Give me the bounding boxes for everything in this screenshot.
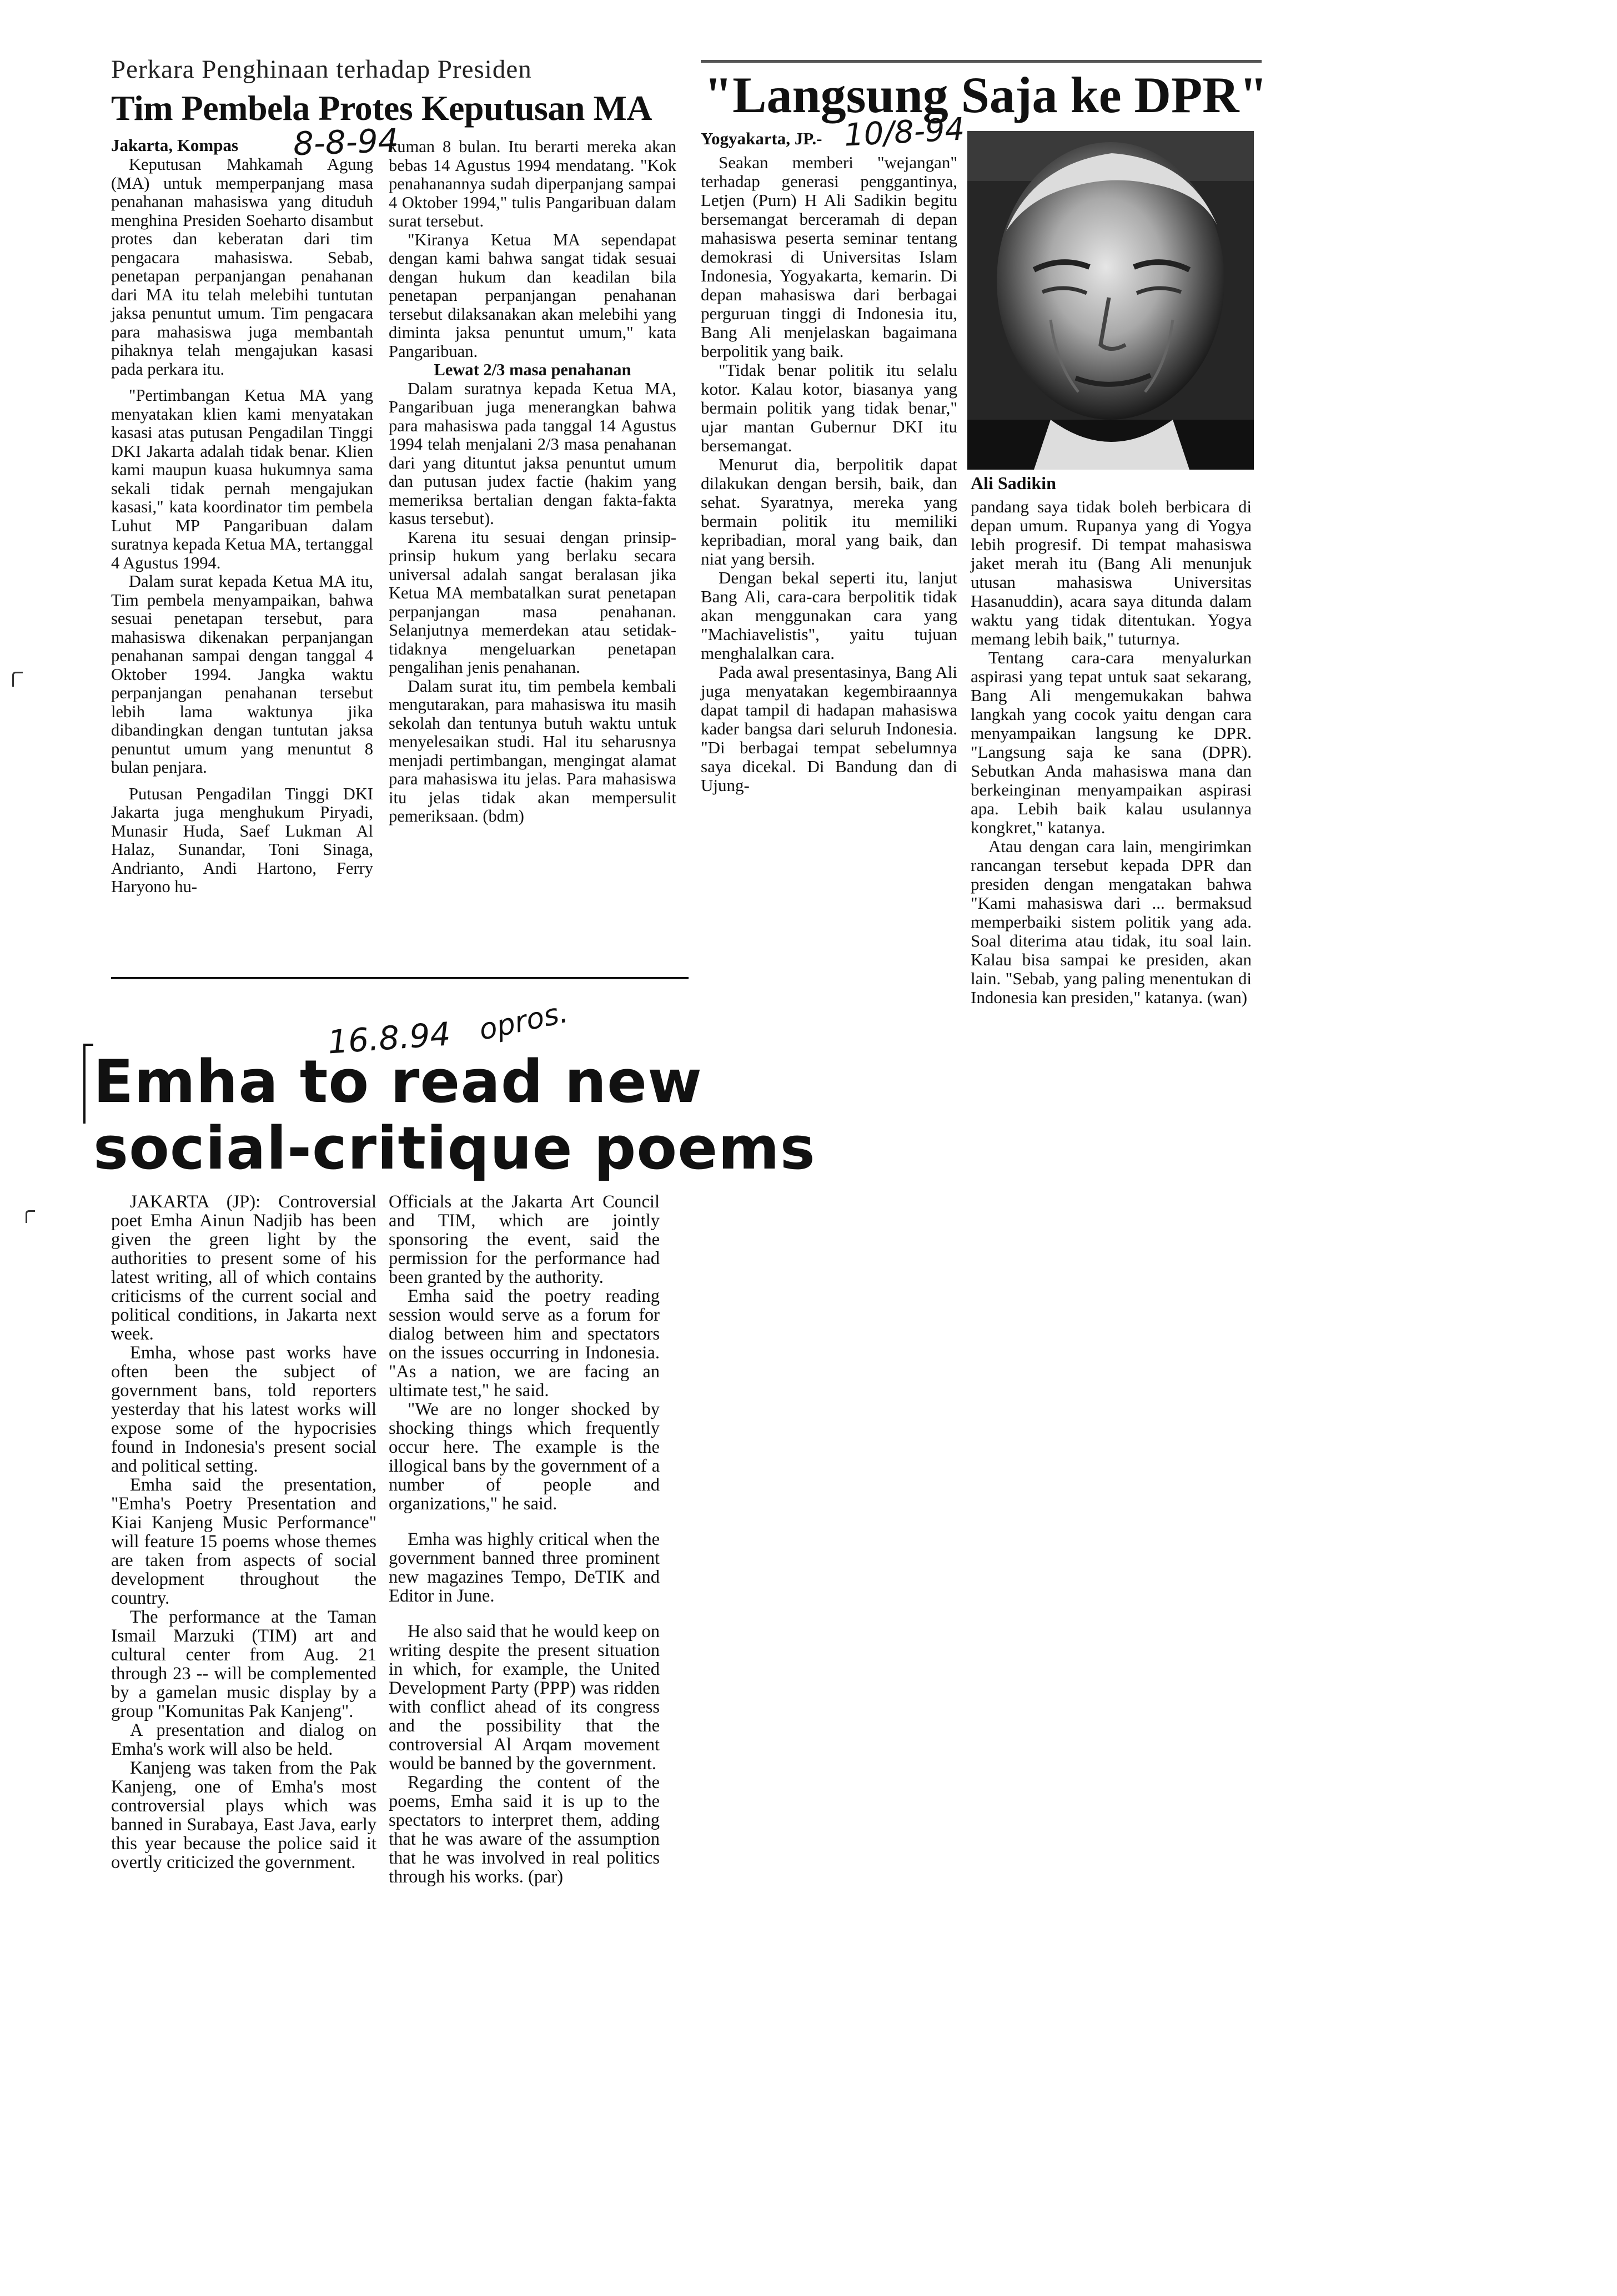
article2-paragraph: pandang saya tidak boleh berbicara di depan umum. Rupanya yang di Yogya lebih progresif. Di tempat mahasiswa jaket merah itu (Bang Ali menunjuk utusan mahasiswa Universitas Hasanuddin), acara saya ditunda dalam waktu yang tidak ditentukan. Yogya memang lebih baik," tuturnya.: [971, 497, 1252, 648]
article3-bracket-mark: [83, 1044, 93, 1124]
article1-dateline: Jakarta, Kompas: [111, 135, 239, 155]
article1-handwritten-date: 8-8-94: [292, 121, 399, 163]
portrait-image: [967, 131, 1254, 470]
article3-paragraph: Officials at the Jakarta Art Council and TIM, which are jointly sponsoring the event, said the permission for the performance had been granted by the authority.: [389, 1192, 660, 1287]
article2-handwritten-date: 10/8-94: [843, 111, 966, 154]
article1-paragraph: Dalam surat kepada Ketua MA itu, Tim pembela menyampaikan, bahwa sesuai penetapan tersebut, para mahasiswa dikenakan perpanjangan penahanan sampai dengan tanggal 4 Oktober 1994. Jangka waktu perpanjangan penahanan tersebut lebih lama waktunya jika dibandingkan dengan tuntutan jaksa penuntut umum yang menuntut 8 bulan penjara.: [111, 572, 373, 777]
article3-paragraph: He also said that he would keep on writing despite the present situation in which, for example, the United Development Party (PPP) was ridden with conflict ahead of its congress and the possibility that the controversial Al Arqam movement would be banned by the government.: [389, 1622, 660, 1774]
article3-paragraph: Emha was highly critical when the government banned three prominent new magazines Tempo, DeTIK and Editor in June.: [389, 1529, 660, 1606]
article2-column-1: [701, 153, 957, 795]
article2-headline: "Langsung Saja ke DPR": [704, 67, 1268, 123]
article2-paragraph: "Tidak benar politik itu selalu kotor. Kalau kotor, biasanya yang bermain politik yang tidak benar," ujar mantan Gubernur DKI itu bersemangat.: [701, 360, 957, 455]
article1-paragraph: Putusan Pengadilan Tinggi DKI Jakarta juga menghukum Piryadi, Munasir Huda, Saef Lukman Al Halaz, Sunandar, Toni Sinaga, Andrianto, Andi Hartono, Ferry Haryono hu-: [111, 784, 373, 896]
article2-top-rule: [701, 60, 1262, 63]
article2-paragraph: Menurut dia, berpolitik dapat dilakukan dengan bersih, baik, dan sehat. Syaratnya, mereka yang bermain politik itu memiliki kepribadian, moral yang baik, dan niat yang bersih.: [701, 455, 957, 568]
article2-paragraph: Seakan memberi "wejangan" terhadap generasi penggantinya, Letjen (Purn) H Ali Sadikin begitu bersemangat berceramah di depan mahasiswa peserta seminar tentang demokrasi di Universitas Islam Indonesia, Yogyakarta, kemarin. Di depan mahasiswa dari berbagai perguruan tinggi di Indonesia itu, Bang Ali menjelaskan bagaimana berpolitik yang baik.: [701, 153, 957, 361]
article3-paragraph: A presentation and dialog on Emha's work will also be held.: [111, 1720, 376, 1759]
article3-column-1: [111, 1192, 376, 1872]
article1-paragraph: "Kiranya Ketua MA sependapat dengan kami bahwa sangat tidak sesuai dengan hukum dan keadilan bila penetapan perpanjangan penahanan tersebut dilaksanakan akan melebihi yang diminta jaksa penuntut umum," kata Pangaribuan.: [389, 230, 676, 361]
article1-paragraph: Dalam suratnya kepada Ketua MA, Pangaribuan juga menerangkan bahwa para mahasiswa pada tanggal 14 Agustus 1994 telah menjalani 2/3 masa penahanan dari yang dituntut jaksa penuntut umum dan putusan judex factie (hakim yang memeriksa bertalian dengan fakta-fakta kasus tersebut).: [389, 379, 676, 528]
margin-mark: [12, 672, 23, 687]
article2-dateline: Yogyakarta, JP.-: [701, 129, 822, 148]
article1-paragraph: "Pertimbangan Ketua MA yang menyatakan klien kami menyatakan kasasi atas putusan Pengadilan Tinggi DKI Jakarta adalah tidak benar. Klien kami maupun kuasa hukumnya sama sekali tidak pernah mengajukan kasasi," kata koordinator tim pembela Luhut MP Pangaribuan dalam suratnya kepada Ketua MA, tertanggal 4 Agustus 1994.: [111, 386, 373, 572]
article1-column-1: [111, 155, 373, 897]
article1-column-2: [389, 138, 676, 826]
article3-paragraph: Emha said the poetry reading session would serve as a forum for dialog between him and spectators on the issues occurring in Indonesia. "As a nation, we are facing an ultimate test," he said.: [389, 1286, 660, 1401]
article2-paragraph: Atau dengan cara lain, mengirimkan rancangan tersebut kepada DPR dan presiden dengan mengatakan bahwa "Kami mahasiswa dari ... bermaksud memperbaiki sistem politik yang ada. Soal diterima atau tidak, itu soal lain. Kalau bisa sampai ke presiden, akan lain. "Sebab, yang paling menentukan di Indonesia kan presiden," katanya. (wan): [971, 837, 1252, 1007]
article1-subhead: Lewat 2/3 masa penahanan: [434, 360, 631, 379]
article3-headline-line1: Emha to read new: [93, 1048, 702, 1116]
article2-paragraph: Tentang cara-cara menyalurkan aspirasi yang tepat untuk saat sekarang, Bang Ali mengemukakan bahwa langkah yang cocok yaitu dengan cara menyampaikan langsung ke DPR. "Langsung saja ke sana (DPR). Sebutkan Anda mahasiswa mana dan berkeinginan menyampaikan aspirasi apa. Lebih baik kalau usulannya kongkret," katanya.: [971, 648, 1252, 837]
article2-paragraph: Pada awal presentasinya, Bang Ali juga menyatakan kegembiraannya dapat tampil di hadapan mahasiswa kader bangsa dari seluruh Indonesia. "Di berbagai tempat sebelumnya saya dicekal. Di Bandung dan di Ujung-: [701, 662, 957, 795]
article3-column-2: [389, 1192, 660, 1886]
article3-paragraph: Emha, whose past works have often been the subject of government bans, told reporters yesterday that his latest works will expose some of the hypocrisies found in Indonesia's present social and political setting.: [111, 1343, 376, 1476]
article1-headline: Tim Pembela Protes Keputusan MA: [111, 88, 652, 128]
article1-paragraph: Dalam surat itu, tim pembela kembali mengutarakan, para mahasiswa itu masih sekolah dan tentunya butuh waktu untuk menyelesaikan studi. Hal itu seharusnya menjadi pertimbangan, mengingat alamat para mahasiswa itu jelas. Para mahasiswa itu jelas tidak akan mempersulit pemeriksaan. (bdm): [389, 676, 676, 825]
article1-paragraph: Keputusan Mahkamah Agung (MA) untuk memperpanjang masa penahanan mahasiswa yang dituduh menghina Presiden Soeharto disambut protes dan keberatan dari tim pengacara mahasiswa. Sebab, penetapan perpanjangan penahanan dari MA itu telah melebihi tuntutan jaksa penuntut umum. Tim pengacara para mahasiswa juga membantah pihaknya telah mengajukan kasasi pada perkara itu.: [111, 155, 373, 379]
article3-paragraph: Emha said the presentation, "Emha's Poetry Presentation and Kiai Kanjeng Music Performance" will feature 15 poems whose themes are taken from aspects of social development throughout the country.: [111, 1475, 376, 1608]
article1-kicker: Perkara Penghinaan terhadap Presiden: [111, 55, 532, 84]
article3-handwritten-note: opros.: [476, 995, 571, 1048]
article2-column-2: [971, 497, 1252, 1007]
article1-paragraph: Karena itu sesuai dengan prinsip-prinsip hukum yang berlaku secara universal adalah sangat beralasan jika Ketua MA membatalkan surat penetapan perpanjangan masa penahanan. Selanjutnya memerdekan atau setidak-tidaknya mengeluarkan penetapan pengalihan jenis penahanan.: [389, 527, 676, 677]
article1-bottom-rule: [111, 977, 689, 979]
article3-paragraph: The performance at the Taman Ismail Marzuki (TIM) art and cultural center from Aug. 21 through 23 -- will be complemented by a gamelan music display by a group "Komunitas Pak Kanjeng".: [111, 1607, 376, 1721]
margin-mark: [26, 1210, 35, 1223]
article3-paragraph: JAKARTA (JP): Controversial poet Emha Ainun Nadjib has been given the green light by the authorities to present some of his latest writing, all of which contains criticisms of the current social and political conditions, in Jakarta next week.: [111, 1192, 376, 1344]
article1-paragraph: kuman 8 bulan. Itu berarti mereka akan bebas 14 Agustus 1994 mendatang. "Kok penahanannya sudah diperpanjang sampai 4 Oktober 1994," tulis Pangaribuan dalam surat tersebut.: [389, 137, 676, 230]
article3-headline-line2: social-critique poems: [93, 1114, 816, 1182]
article2-paragraph: Dengan bekal seperti itu, lanjut Bang Ali, cara-cara berpolitik tidak akan menggunakan cara yang "Machiavelistis", yaitu tujuan menghalalkan cara.: [701, 568, 957, 663]
article3-handwritten-date: 16.8.94: [326, 1015, 452, 1061]
photo-caption: Ali Sadikin: [971, 473, 1056, 493]
ali-sadikin-photo: [967, 131, 1254, 470]
article3-paragraph: Regarding the content of the poems, Emha said it is up to the spectators to interpret them, adding that he was aware of the assumption that he was involved in real politics through his works. (par): [389, 1773, 660, 1887]
article3-paragraph: Kanjeng was taken from the Pak Kanjeng, one of Emha's most controversial plays which was banned in Surabaya, East Java, early this year because the police said it overtly criticized the government.: [111, 1758, 376, 1872]
article3-paragraph: "We are no longer shocked by shocking things which frequently occur here. The example is the illogical bans by the government of a number of people and organizations," he said.: [389, 1399, 660, 1514]
